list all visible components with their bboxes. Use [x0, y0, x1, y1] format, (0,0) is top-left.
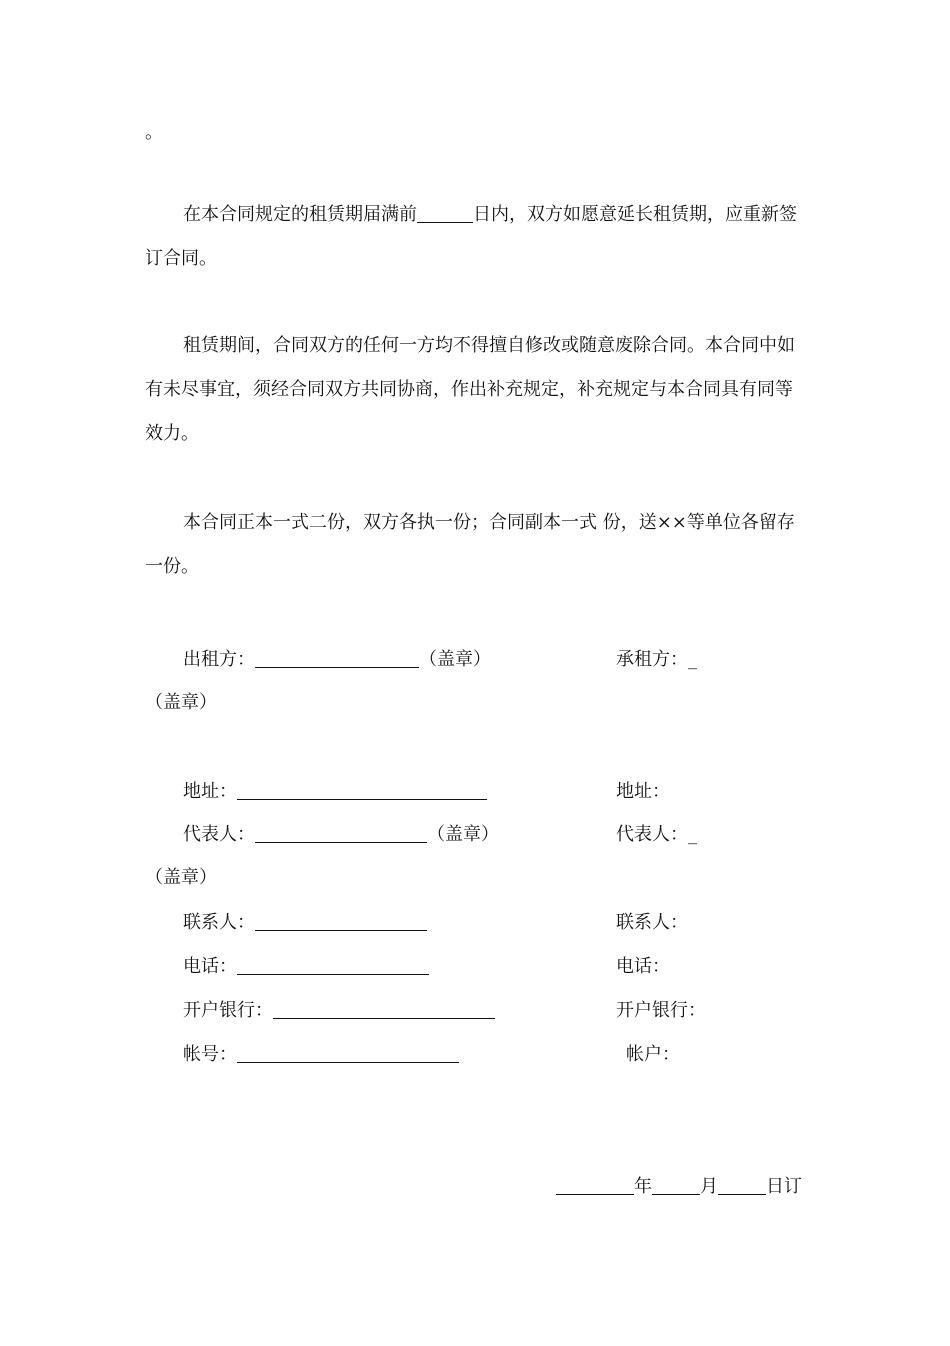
modification-text: 租赁期间，合同双方的任何一方均不得擅自修改或随意废除合同。本合同中如有未尽事宜，须经合同双方共同协商，作出补充规定，补充规定与本合同具有同等效力。 [145, 335, 795, 444]
lessor-address-blank [237, 781, 487, 800]
signing-date-line [556, 1172, 802, 1198]
lessor-account-label: 帐号： [183, 1044, 237, 1065]
lessee-account-label: 帐户： [626, 1044, 680, 1065]
lessee-party-label: 承租方：_ [616, 649, 697, 670]
month-label: 月 [700, 1176, 718, 1197]
lessor-address-label: 地址： [183, 781, 237, 802]
lessor-contact-line [183, 908, 427, 934]
renewal-text-a: 在本合同规定的租赁期届满前 [183, 204, 417, 225]
renewal-clause [145, 193, 807, 281]
lessee-contact-label: 联系人： [616, 912, 688, 933]
lessor-bank-label: 开户银行： [183, 1000, 273, 1021]
month-blank [652, 1176, 700, 1195]
lessor-address-line [183, 777, 487, 803]
rep-seal-wrap: （盖章） [145, 867, 217, 888]
lessor-contact-label: 联系人： [183, 912, 255, 933]
top-period-mark: 。 [145, 122, 163, 143]
lessor-rep-blank [255, 824, 427, 843]
lessor-phone-line [183, 952, 429, 978]
lessor-phone-label: 电话： [183, 956, 237, 977]
lessor-party-line [183, 645, 491, 671]
lessor-bank-blank [273, 1000, 495, 1019]
lessor-party-label: 出租方： [183, 649, 255, 670]
day-blank [718, 1176, 766, 1195]
lessor-rep-label: 代表人： [183, 824, 255, 845]
lessee-rep-label: 代表人：_ [616, 824, 697, 845]
lessor-rep-line [183, 820, 499, 846]
year-blank [556, 1176, 634, 1195]
lessor-bank-line [183, 996, 495, 1022]
lessor-seal-wrap: （盖章） [145, 692, 217, 713]
lessor-account-blank [237, 1044, 459, 1063]
lessee-bank-label: 开户银行： [616, 1000, 706, 1021]
lessee-phone-label: 电话： [616, 956, 670, 977]
renewal-text-b: 日内，双方如愿意延长租赁期，应重新签订合同。 [145, 204, 797, 269]
renewal-days-blank [417, 204, 473, 223]
year-label: 年 [634, 1176, 652, 1197]
lessor-phone-blank [237, 956, 429, 975]
copies-clause [145, 501, 807, 589]
lessor-rep-seal: （盖章） [427, 824, 499, 845]
day-signed-label: 日订 [766, 1176, 802, 1197]
lessee-address-label: 地址： [616, 781, 670, 802]
lessor-account-line [183, 1040, 459, 1066]
copies-text: 本合同正本一式二份，双方各执一份；合同副本一式 份，送××等单位各留存一份。 [145, 512, 795, 577]
lessor-name-blank [255, 649, 419, 668]
lessor-contact-blank [255, 912, 427, 931]
lessor-seal-label: （盖章） [419, 649, 491, 670]
modification-clause [145, 324, 807, 456]
